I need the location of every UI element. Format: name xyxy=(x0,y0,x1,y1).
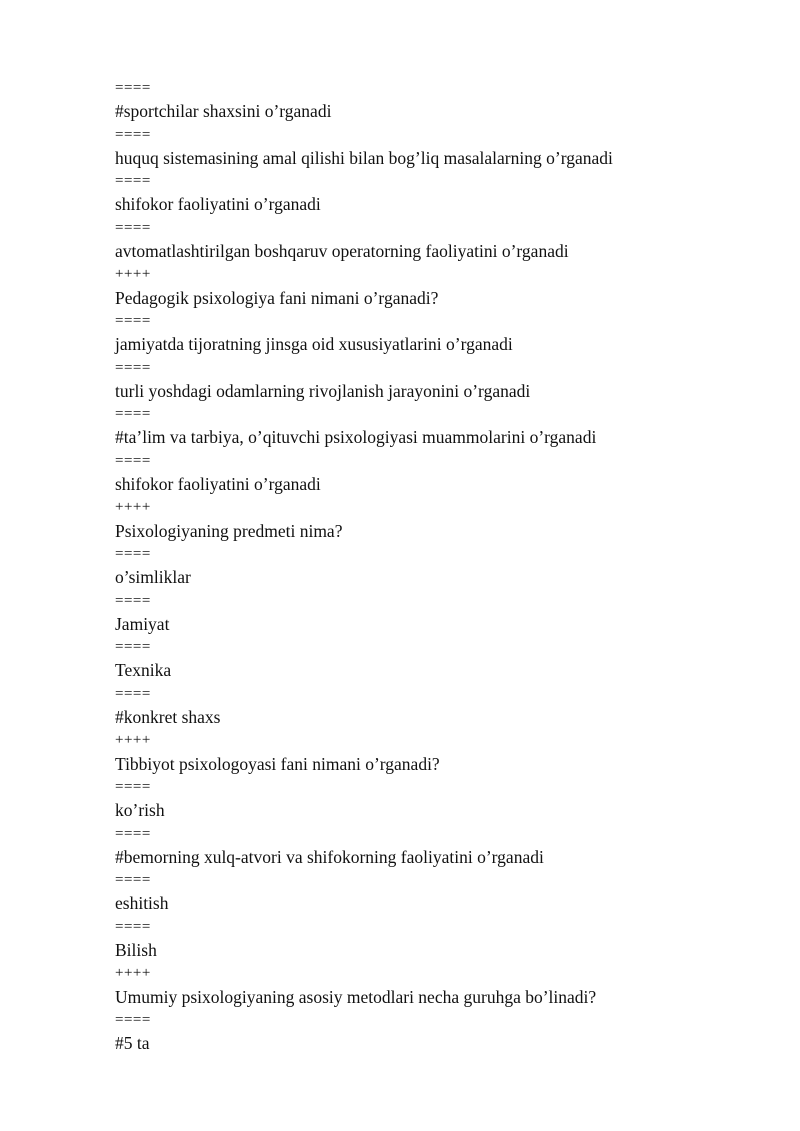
document-line: ko’rish xyxy=(115,800,165,821)
answer-separator: ==== xyxy=(115,1011,151,1028)
answer-separator: ==== xyxy=(115,545,151,562)
document-line: shifokor faoliyatini o’rganadi xyxy=(115,474,321,495)
document-line: Texnika xyxy=(115,660,172,681)
answer-separator: ==== xyxy=(115,639,151,656)
answer-separator: ==== xyxy=(115,918,151,935)
document-line: Bilish xyxy=(115,939,157,960)
document-line: Jamiyat xyxy=(115,613,170,634)
document-line: shifokor faoliyatini o’rganadi xyxy=(115,194,321,215)
document-line: avtomatlashtirilgan boshqaruv operatorning faoliyatini o’rganadi xyxy=(115,241,569,262)
document-line: Pedagogik psixologiya fani nimani o’rganadi? xyxy=(115,287,439,308)
document-line: #konkret shaxs xyxy=(115,707,221,728)
answer-separator: ==== xyxy=(115,592,151,609)
answer-separator: ==== xyxy=(115,778,151,795)
question-separator: ++++ xyxy=(115,965,151,982)
answer-separator: ==== xyxy=(115,312,151,329)
document-line: Psixologiyaning predmeti nima? xyxy=(115,520,343,541)
answer-separator: ==== xyxy=(115,406,151,423)
document-line: turli yoshdagi odamlarning rivojlanish jarayonini o’rganadi xyxy=(115,380,531,401)
document-line: #sportchilar shaxsini o’rganadi xyxy=(115,101,332,122)
answer-separator: ==== xyxy=(115,173,151,190)
question-separator: ++++ xyxy=(115,266,151,283)
document-line: #ta’lim va tarbiya, o’qituvchi psixologiyasi muammolarini o’rganadi xyxy=(115,427,597,448)
question-separator: ++++ xyxy=(115,499,151,516)
document-line: eshitish xyxy=(115,893,169,914)
answer-separator: ==== xyxy=(115,872,151,889)
answer-separator: ==== xyxy=(115,359,151,376)
answer-separator: ==== xyxy=(115,126,151,143)
document-line: o’simliklar xyxy=(115,567,191,588)
document-line: #5 ta xyxy=(115,1033,150,1054)
question-separator: ++++ xyxy=(115,732,151,749)
answer-separator: ==== xyxy=(115,452,151,469)
document-line: #bemorning xulq-atvori va shifokorning faoliyatini o’rganadi xyxy=(115,846,544,867)
document-line: Umumiy psixologiyaning asosiy metodlari necha guruhga bo’linadi? xyxy=(115,986,597,1007)
document-body xyxy=(115,77,755,1055)
document-line: huquq sistemasining amal qilishi bilan bog’liq masalalarning o’rganadi xyxy=(115,147,613,168)
answer-separator: ==== xyxy=(115,685,151,702)
answer-separator: ==== xyxy=(115,80,151,96)
answer-separator: ==== xyxy=(115,219,151,236)
document-line: Tibbiyot psixologoyasi fani nimani o’rganadi? xyxy=(115,753,440,774)
answer-separator: ==== xyxy=(115,825,151,842)
document-line: jamiyatda tijoratning jinsga oid xususiyatlarini o’rganadi xyxy=(115,334,513,355)
